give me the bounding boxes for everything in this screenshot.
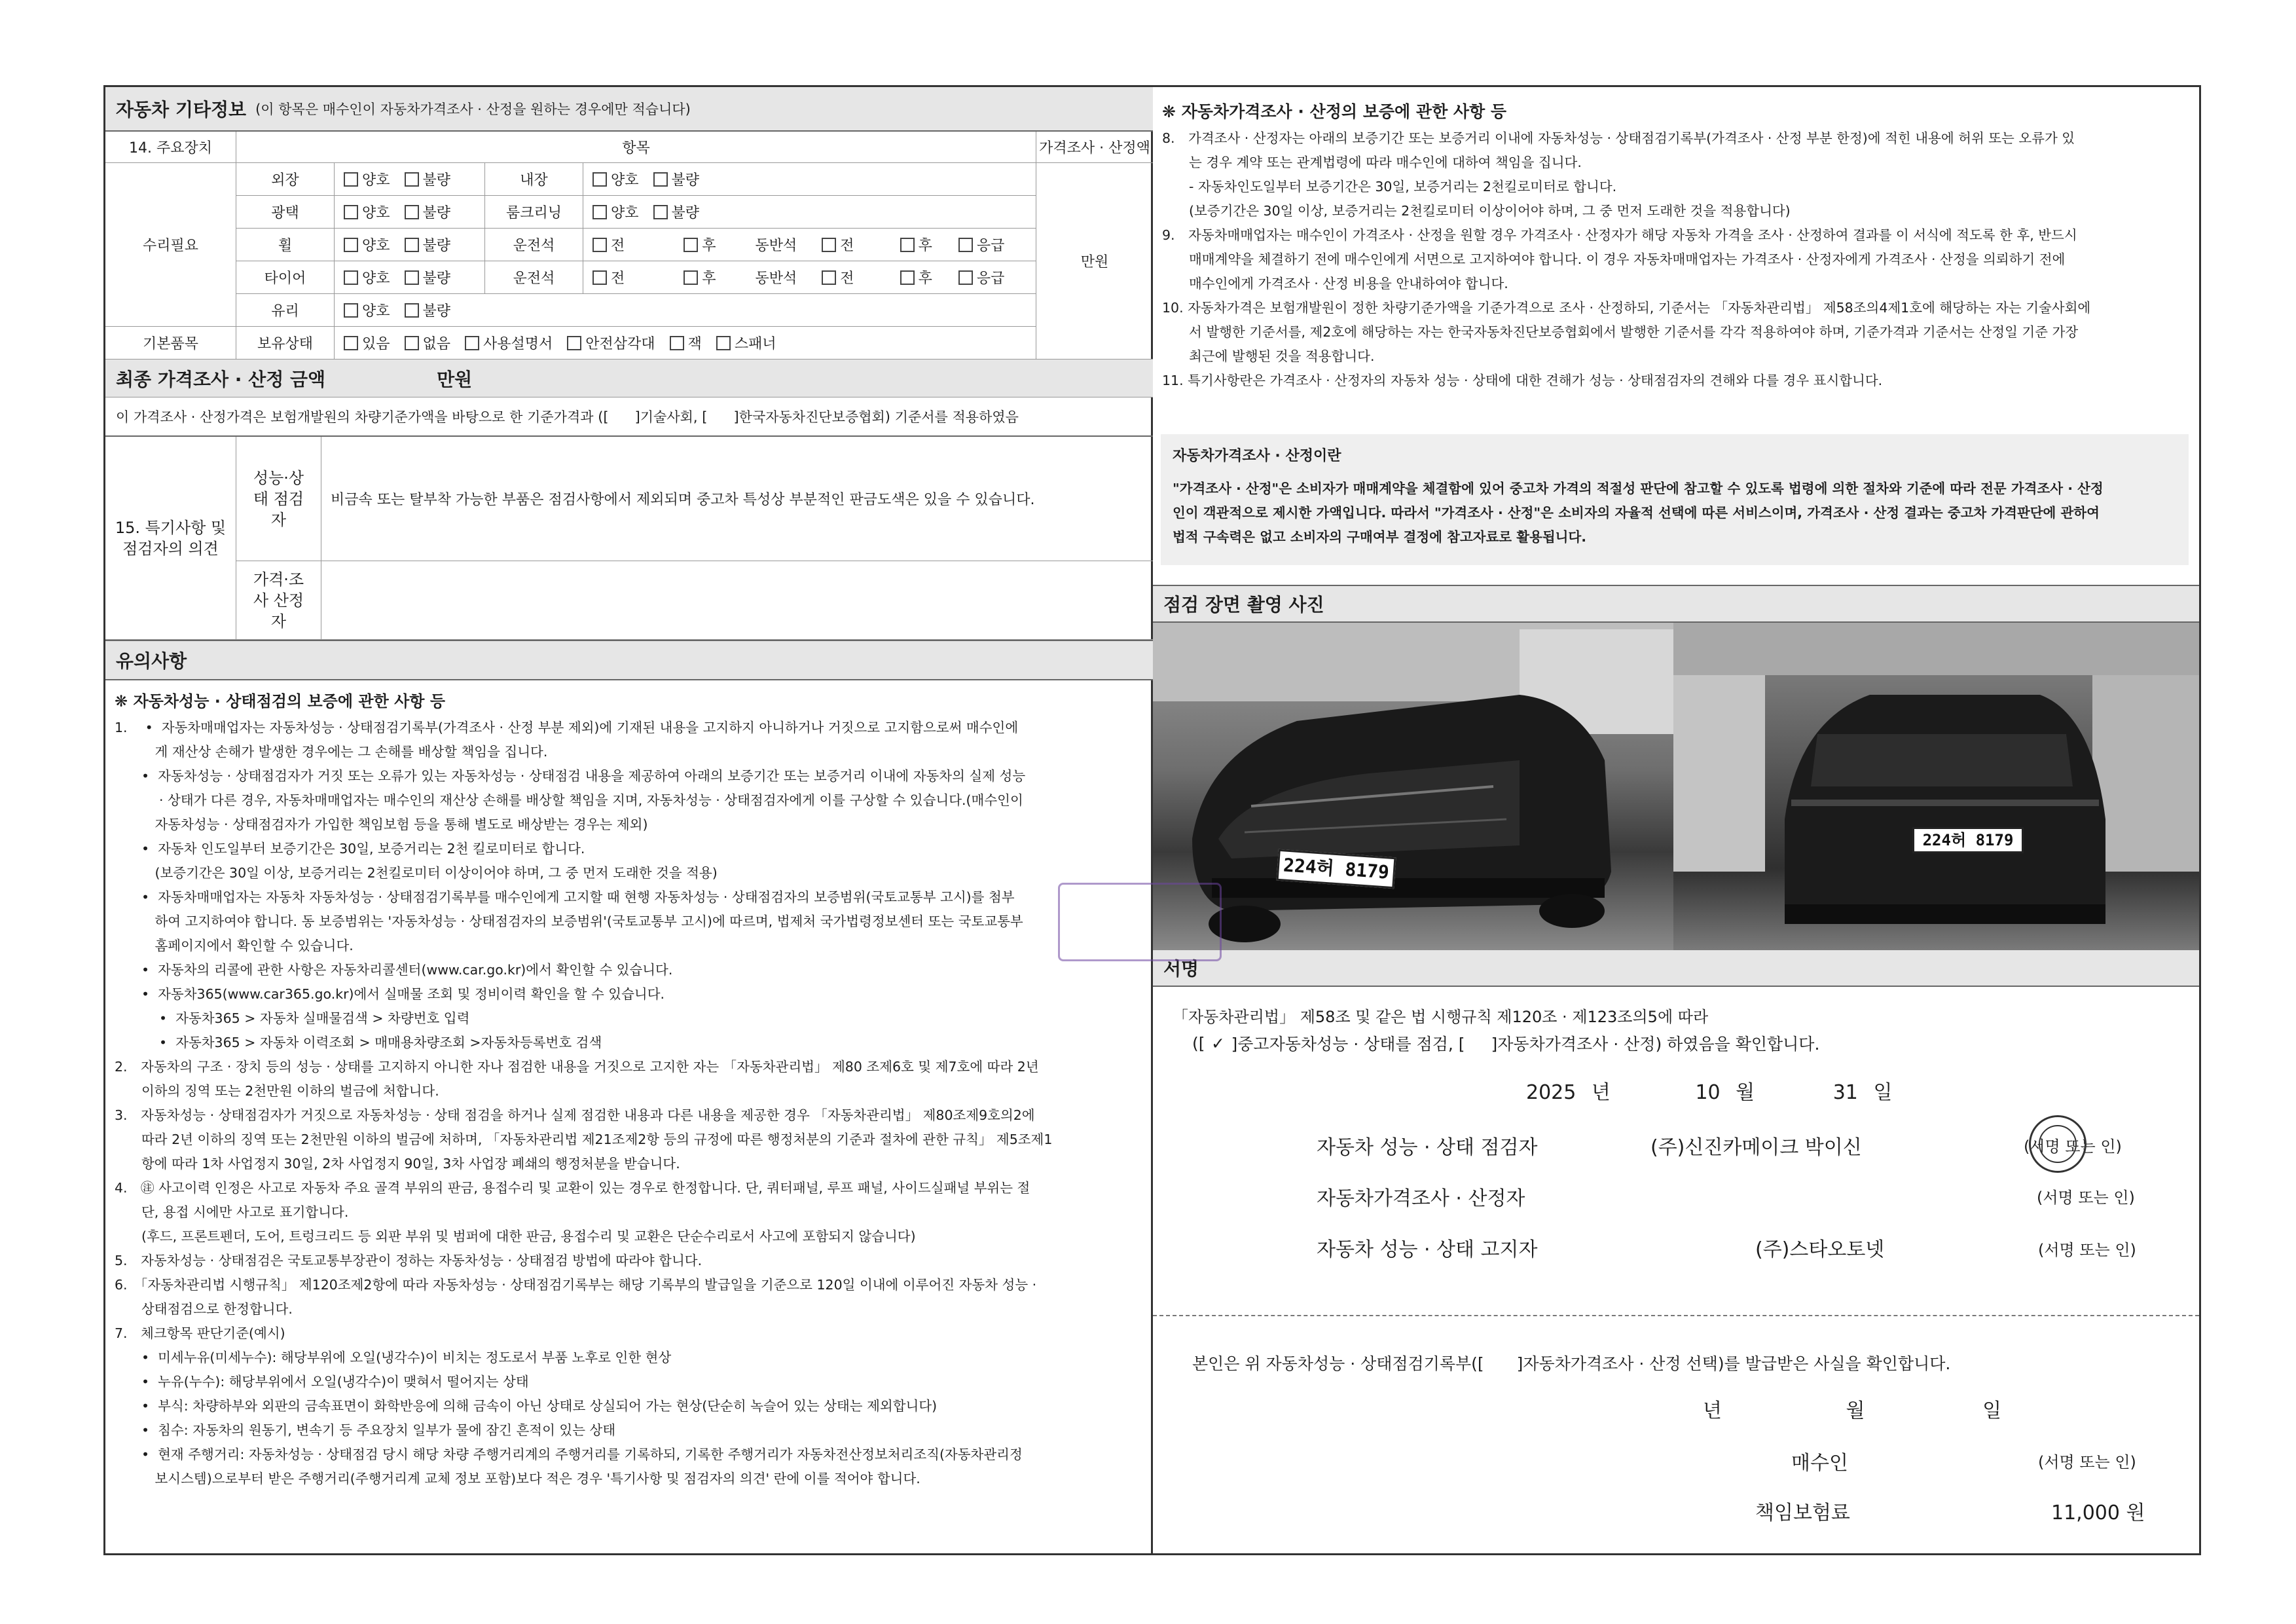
signature-title: 서명: [1163, 958, 1199, 980]
glass-label: 유리: [236, 294, 335, 327]
caution-note-line: • 자동차365 > 자동차 실매물검색 > 차량번호 입력: [115, 1010, 470, 1026]
caution-note-line: 게 재산상 손해가 발생한 경우에는 그 손해를 배상할 책임을 집니다.: [115, 744, 548, 760]
month-value: 10: [1695, 1081, 1721, 1104]
price-note-line: 매수인에게 가격조사 · 산정 비용을 안내하여야 합니다.: [1162, 276, 1508, 291]
roomclean-bad-option[interactable]: 불량: [653, 202, 700, 222]
polish-options: [335, 196, 485, 229]
checkbox[interactable]: [592, 270, 607, 285]
possess-label: 보유상태: [236, 327, 335, 360]
exterior-options: [335, 163, 485, 196]
price-note-line: 서 발행한 기준서를, 제2호에 해당하는 자는 한국자동차진단보증협회에서 발행한 기준서를 각각 적용하여야 하며, 기준가격과 기준서는 산정일 기준 가장: [1162, 324, 2079, 340]
divider: [1153, 1315, 2199, 1316]
final-price-title: 최종 가격조사 · 산정 금액: [116, 368, 326, 390]
caution-note-line: • 현재 주행거리: 자동차성능 · 상태점검 당시 해당 차량 주행거리계의 주행거리를 기록하되, 기록한 주행거리가 자동차전산정보처리조직(자동차관리정: [115, 1447, 1023, 1462]
appraisal-definition-box: [1161, 434, 2189, 565]
signature-header: [1153, 950, 2199, 987]
caution-note-line: 이하의 징역 또는 2천만원 이하의 벌금에 처합니다.: [115, 1083, 439, 1099]
caution-note-line: 단, 용접 시에만 사고로 표기합니다.: [115, 1204, 349, 1220]
right-column: [1153, 87, 2199, 1553]
inspection-record-page: [103, 85, 2201, 1555]
caution-note-line: 따라 2년 이하의 징역 또는 2천만원 이하의 벌금에 처하며, 「자동차관리법 제21조제2항 등의 규정에 따른 행정처분의 기준과 절차에 관한 규칙」 제5조제1: [115, 1132, 1053, 1147]
tire-label: 타이어: [236, 261, 335, 294]
tire-driver-front-option[interactable]: 전: [592, 267, 625, 287]
roomclean-good-option[interactable]: 양호: [592, 202, 639, 222]
wheel-driver-rear-option[interactable]: 후: [683, 234, 716, 255]
inspection-date: 2025 년 10 월 31 일: [1526, 1081, 1893, 1104]
caution-note-line: • 미세누유(미세누수): 해당부위에 오일(냉각수)이 비치는 정도로서 부품 노후로 인한 현상: [115, 1350, 672, 1365]
final-price-header: [105, 360, 1153, 397]
price-column-header: 가격조사 · 산정액: [1036, 132, 1153, 163]
checkbox[interactable]: [405, 303, 419, 318]
checkbox[interactable]: [405, 205, 419, 219]
checkbox[interactable]: [683, 238, 698, 252]
rear-photo: [1673, 623, 2199, 950]
checkbox[interactable]: [592, 238, 607, 252]
caution-note-line: (보증기간은 30일 이상, 보증거리는 2천킬로미터 이상이어야 하며, 그 중 먼저 도래한 것을 적용): [115, 865, 718, 881]
caution-note-line: 상태점검으로 한정합니다.: [115, 1301, 293, 1317]
checkbox[interactable]: [958, 238, 973, 252]
items-column-header: 항목: [236, 132, 1036, 163]
caution-note-line: 항에 따라 1차 사업정지 30일, 2차 사업정지 90일, 3차 사업장 폐쇄의 행정처분을 받습니다.: [115, 1156, 680, 1172]
price-note-line: 매매계약을 체결하기 전에 매수인에게 서면으로 고지하여야 합니다. 이 경우 자동차매매업자는 가격조사 · 산정자에게 가격조사 · 산정을 의뢰하기 전에: [1162, 251, 2066, 267]
notifier-sign-field[interactable]: (서명 또는 인): [2038, 1241, 2136, 1259]
roomclean-options: [583, 196, 1036, 229]
wheel-passenger-front-option[interactable]: 전: [822, 234, 854, 255]
checkbox[interactable]: [716, 336, 731, 350]
wheel-label: 휠: [236, 229, 335, 261]
caution-note-line: • 자동차365 > 자동차 이력조회 > 매매용차량조회 >자동차등록번호 검색: [115, 1035, 602, 1050]
wheel-passenger-seat-label: 동반석: [755, 238, 797, 254]
price-warranty-notes: [1162, 126, 2190, 393]
insurance-value: 11,000 원: [2051, 1502, 2145, 1524]
price-note-line: - 자동차인도일부터 보증기간은 30일, 보증거리는 2천킬로미터로 합니다.: [1162, 179, 1617, 194]
checkbox[interactable]: [344, 238, 358, 252]
checkbox[interactable]: [822, 238, 836, 252]
tire-good-option[interactable]: 양호: [344, 267, 390, 287]
tire-passenger-rear-option[interactable]: 후: [900, 267, 932, 287]
interior-label: 내장: [485, 163, 583, 196]
front-license-plate: 224허 8179: [1277, 849, 1396, 889]
inspection-confirm-line: ([ ✓ ]중고자동차성능 · 상태를 점검, [ ]자동차가격조사 · 산정) 하였음을 확인합니다.: [1192, 1033, 1820, 1054]
appraisal-definition-title: 자동차가격조사 · 산정이란: [1173, 448, 1341, 464]
special-notes-label: 15. 특기사항 및 점검자의 의견: [105, 437, 236, 640]
inspection-photos: [1153, 623, 2199, 950]
checkbox[interactable]: [405, 172, 419, 187]
caution-note-line: 3. 자동차성능 · 상태점검자가 거짓으로 자동차성능 · 상태 점검을 하거나 실제 점검한 내용과 다른 내용을 제공한 경우 「자동차관리법」 제80조제9호의2에: [115, 1107, 1035, 1123]
checkbox[interactable]: [822, 270, 836, 285]
caution-note-line: • 침수: 자동차의 원동기, 변속기 등 주요장치 일부가 물에 잠긴 흔적이 있는 상태: [115, 1422, 616, 1438]
caution-note-line: • 누유(누수): 해당부위에서 오일(냉각수)이 맺혀서 떨어지는 상태: [115, 1374, 529, 1390]
checkbox[interactable]: [653, 205, 668, 219]
checkbox[interactable]: [653, 172, 668, 187]
checkbox[interactable]: [405, 238, 419, 252]
performance-inspector-label: 성능·상태 점검자: [236, 437, 321, 561]
wheel-options: [335, 229, 485, 261]
caution-title: 유의사항: [116, 650, 187, 672]
wheel-bad-option[interactable]: 불량: [405, 234, 451, 255]
caution-note-line: 1. • 자동차매매업자는 자동차성능 · 상태점검기록부(가격조사 · 산정 부분 제외)에 기재된 내용을 고지하지 아니하거나 거짓으로 고지함으로써 매수인에: [115, 720, 1019, 735]
polish-bad-option[interactable]: 불량: [405, 202, 451, 222]
polish-good-option[interactable]: 양호: [344, 202, 390, 222]
day-value: 31: [1832, 1081, 1858, 1104]
checkbox[interactable]: [900, 270, 915, 285]
etc-info-note: (이 항목은 매수인이 자동차가격조사 · 산정을 원하는 경우에만 적습니다): [255, 101, 691, 117]
glass-bad-option[interactable]: 불량: [405, 300, 451, 320]
checkbox[interactable]: [592, 205, 607, 219]
wheel-driver-seat-label: 운전석: [485, 229, 583, 261]
tire-driver-rear-option[interactable]: 후: [683, 267, 716, 287]
appraiser-label: 가격·조사 산정자: [236, 561, 321, 640]
receipt-date: 년 월 일: [1703, 1399, 2002, 1422]
spanner-option[interactable]: 스패너: [716, 333, 776, 353]
exterior-bad-option[interactable]: 불량: [405, 169, 451, 189]
caution-note-line: 하여 고지하여야 합니다. 동 보증범위는 '자동차성능 · 상태점검자의 보증범위'(국토교통부 고시)에 따르며, 법제처 국가법령정보센터 또는 국토교통부: [115, 913, 1023, 929]
glass-good-option[interactable]: 양호: [344, 300, 390, 320]
final-price-unit: 만원: [437, 368, 473, 390]
price-note-line: 9. 자동차매매업자는 매수인이 가격조사 · 산정을 원할 경우 가격조사 · 산정자가 해당 자동차 가격을 조사 · 산정하여 결과를 이 서식에 적도록 한 후, 반드시: [1162, 227, 2077, 243]
caution-note-line: 7. 체크항목 판단기준(예시): [115, 1325, 285, 1341]
front-photo: [1153, 623, 1673, 950]
checkbox[interactable]: [405, 270, 419, 285]
check-mark-icon[interactable]: ✓: [1211, 1033, 1225, 1053]
jack-option[interactable]: 잭: [670, 333, 702, 353]
checkbox[interactable]: [344, 205, 358, 219]
tire-options: [335, 261, 485, 294]
performance-inspector-opinion: 비금속 또는 탈부착 가능한 부품은 점검사항에서 제외되며 중고차 특성상 부분적인 판금도색은 있을 수 있습니다.: [321, 437, 1153, 561]
notifier-label: 자동차 성능 · 상태 고지자: [1317, 1238, 1538, 1261]
overlay-stamp-icon: [1058, 883, 1222, 961]
tire-passenger-seat-label: 동반석: [755, 270, 797, 287]
caution-note-line: • 부식: 차량하부와 외판의 금속표면이 화학반응에 의해 금속이 아닌 상태로 상실되어 가는 현상(단순히 녹슬어 있는 상태는 제외합니다): [115, 1398, 938, 1414]
checkbox[interactable]: [958, 270, 973, 285]
caution-note-line: 홈페이지에서 확인할 수 있습니다.: [115, 938, 354, 953]
caution-note-line: • 자동차 인도일부터 보증기간은 30일, 보증거리는 2천 킬로미터로 합니다.: [115, 841, 585, 857]
photo-header: [1153, 585, 2199, 623]
left-column: [105, 87, 1153, 1553]
photo-title: 점검 장면 촬영 사진: [1163, 594, 1324, 616]
caution-note-line: 6. 「자동차관리법 시행규칙」 제120조제2항에 따라 자동차성능 · 상태점검기록부는 해당 기록부의 발급일을 기준으로 120일 이내에 이루어진 자동차 성능 ·: [115, 1277, 1037, 1293]
appraiser-sign-field[interactable]: (서명 또는 인): [2037, 1189, 2135, 1207]
etc-info-header: [105, 87, 1153, 132]
appraiser-opinion[interactable]: [321, 561, 1153, 640]
wheel-seat-options: [583, 229, 1036, 261]
etc-info-title: 자동차 기타정보: [116, 99, 247, 120]
possess-options: [335, 327, 1036, 360]
checkbox[interactable]: [567, 336, 581, 350]
price-note-line: 11. 특기사항란은 가격조사 · 산정자의 자동차 성능 · 상태에 대한 견해가 성능 · 상태점검자의 견해와 다를 경우 표시합니다.: [1162, 373, 1883, 388]
price-note-line: 10. 자동차가격은 보험개발원이 정한 차량기준가액을 기준가격으로 조사 · 산정하되, 기준서는 「자동차관리법」 제58조의4제1호에 해당하는 자는 기술사회에: [1162, 300, 2091, 316]
caution-note-line: 자동차성능 · 상태점검자가 가입한 책임보험 등을 통해 별도로 배상받는 경우는 제외): [115, 817, 648, 832]
checkbox[interactable]: [900, 238, 915, 252]
caution-header: [105, 640, 1153, 680]
checkbox[interactable]: [683, 270, 698, 285]
checkbox[interactable]: [344, 270, 358, 285]
insurance-label: 책임보험료: [1755, 1502, 1850, 1524]
warranty-title: ❋ 자동차성능 · 상태점검의 보증에 관한 사항 등: [115, 692, 446, 710]
interior-options: [583, 163, 1036, 196]
wheel-good-option[interactable]: 양호: [344, 234, 390, 255]
checkbox[interactable]: [344, 172, 358, 187]
buyer-sign-field[interactable]: (서명 또는 인): [2038, 1453, 2136, 1471]
tire-emergency-option[interactable]: 응급: [958, 267, 1005, 287]
price-warranty-title: ❋ 자동차가격조사 · 산정의 보증에 관한 사항 등: [1162, 102, 1507, 121]
tire-seat-options: [583, 261, 1036, 294]
wheel-driver-front-option[interactable]: 전: [592, 234, 625, 255]
caution-notes: [115, 716, 1149, 1491]
polish-label: 광택: [236, 196, 335, 229]
checkbox[interactable]: [344, 303, 358, 318]
wheel-passenger-rear-option[interactable]: 후: [900, 234, 932, 255]
caution-note-line: • 자동차365(www.car365.go.kr)에서 실매물 조회 및 정비이력 확인을 할 수 있습니다.: [115, 986, 665, 1002]
exterior-label: 외장: [236, 163, 335, 196]
price-note-line: 8. 가격조사 · 산정자는 아래의 보증기간 또는 보증거리 이내에 자동차성능 · 상태점검기록부(가격조사 · 산정 부분 한정)에 적힌 내용에 허위 또는 오류가 있: [1162, 130, 2075, 146]
repair-label: 수리필요: [105, 163, 236, 327]
checkbox[interactable]: [344, 336, 358, 350]
price-note-line: 최근에 발행된 것을 적용합니다.: [1162, 348, 1375, 364]
final-price-note: 이 가격조사 · 산정가격은 보험개발원의 차량기준가액을 바탕으로 한 기준가격과 ([ ]기술사회, [ ]한국자동차진단보증협회) 기준서를 적용하였음: [105, 397, 1153, 437]
buyer-label: 매수인: [1791, 1452, 1848, 1475]
interior-bad-option[interactable]: 불량: [653, 169, 700, 189]
interior-good-option[interactable]: 양호: [592, 169, 639, 189]
caution-note-line: 2. 자동차의 구조 · 장치 등의 성능 · 상태를 고지하지 아니한 자나 점검한 내용을 거짓으로 고지한 자는 「자동차관리법」 제80 조제6호 및 제7호에 따라 2년: [115, 1059, 1039, 1075]
caution-note-line: • 자동차의 리콜에 관한 사항은 자동차리콜센터(www.car.go.kr)에서 확인할 수 있습니다.: [115, 962, 673, 978]
roomclean-label: 룸크리닝: [485, 196, 583, 229]
inspector-label: 자동차 성능 · 상태 점검자: [1317, 1136, 1538, 1159]
tire-driver-seat-label: 운전석: [485, 261, 583, 294]
inspector-sign-field[interactable]: (서명 또는 인): [2024, 1137, 2122, 1156]
law-reference-line: 「자동차관리법」 제58조 및 같은 법 시행규칙 제120조 · 제123조의5에 따라: [1173, 1008, 1709, 1026]
manual-option[interactable]: 사용설명서: [465, 333, 553, 353]
exterior-good-option[interactable]: 양호: [344, 169, 390, 189]
front-car-image: [1153, 623, 1673, 950]
checkbox[interactable]: [405, 336, 419, 350]
year-value: 2025: [1526, 1081, 1576, 1104]
possess-yes-option[interactable]: 있음: [344, 333, 390, 353]
caution-note-line: • 자동차성능 · 상태점검자가 거짓 또는 오류가 있는 자동차성능 · 상태점검 내용을 제공하여 아래의 보증기간 또는 보증거리 이내에 자동차의 실제 성능: [115, 768, 1026, 784]
possess-no-option[interactable]: 없음: [405, 333, 451, 353]
price-unit: 만원: [1036, 163, 1153, 360]
glass-options: [335, 294, 1036, 327]
caution-note-line: · 상태가 다른 경우, 자동차매매업자는 매수인의 재산상 손해를 배상할 책임을 지며, 자동차성능 · 상태점검자에게 이를 구상할 수 있습니다.(매수인이: [115, 792, 1023, 808]
appraiser-sign-label: 자동차가격조사 · 산정자: [1317, 1187, 1525, 1210]
inspector-name: (주)신진카메이크 박이신: [1650, 1136, 1862, 1159]
receipt-confirm-line: 본인은 위 자동차성능 · 상태점검기록부([ ]자동차가격조사 · 산정 선택)를 발급받은 사실을 확인합니다.: [1192, 1354, 1951, 1373]
tire-passenger-front-option[interactable]: 전: [822, 267, 854, 287]
caution-note-line: 5. 자동차성능 · 상태점검은 국토교통부장관이 정하는 자동차성능 · 상태점검 방법에 따라야 합니다.: [115, 1253, 702, 1268]
checkbox[interactable]: [670, 336, 684, 350]
caution-note-line: (후드, 프론트펜더, 도어, 트렁크리드 등 외판 부위 및 범퍼에 대한 판금, 용접수리 및 교환은 단순수리로서 사고에 포함되지 않습니다): [115, 1228, 916, 1244]
notifier-name: (주)스타오토넷: [1755, 1238, 1885, 1261]
company-seal-icon: [2029, 1115, 2086, 1173]
checkbox[interactable]: [592, 172, 607, 187]
basic-items-label: 기본품목: [105, 327, 236, 360]
price-note-line: (보증기간은 30일 이상, 보증거리는 2천킬로미터 이상이어야 하며, 그 중 먼저 도래한 것을 적용합니다): [1162, 203, 1791, 219]
appraisal-definition-text: "가격조사 · 산정"은 소비자가 매매계약을 체결함에 있어 중고차 가격의 적절성 판단에 참고할 수 있도록 법령에 의한 절차와 기준에 따라 전문 가격조사 · 산정 인이 객관적으로 제시한 가액입니다. 따라서 "가격조사 · 산정"은 소비자의 자율적 선택에 따른 서비스이며, 가격조사 · 산정 결과는 중고차 가격판단에 관하여 법적 구속력은 없고 소비자의 구매여부 결정에 참고자료로 활용됩니다.: [1173, 481, 2104, 545]
items-label: 14. 주요장치: [105, 132, 236, 163]
wheel-emergency-option[interactable]: 응급: [958, 234, 1005, 255]
checkbox[interactable]: [465, 336, 479, 350]
price-note-line: 는 경우 계약 또는 관계법령에 따라 매수인에 대하여 책임을 집니다.: [1162, 155, 1582, 170]
rear-license-plate: 224허 8179: [1912, 827, 2024, 853]
caution-note-line: 4. ㊟ 사고이력 인정은 사고로 자동차 주요 골격 부위의 판금, 용접수리 및 교환이 있는 경우로 한정합니다. 단, 쿼터패널, 루프 패널, 사이드실패널 부위는 절: [115, 1180, 1030, 1196]
tire-bad-option[interactable]: 불량: [405, 267, 451, 287]
caution-note-line: • 자동차매매업자는 자동차 자동차성능 · 상태점검기록부를 매수인에게 고지할 때 현행 자동차성능 · 상태점검자의 보증범위(국토교통부 고시)를 첨부: [115, 889, 1015, 905]
triangle-option[interactable]: 안전삼각대: [567, 333, 655, 353]
rear-car-image: [1673, 623, 2199, 950]
caution-note-line: 보시스템)으로부터 받은 주행거리(주행거리계 교체 정보 포함)보다 적은 경우 '특기사항 및 점검자의 의견' 란에 이를 적어야 합니다.: [115, 1471, 920, 1486]
